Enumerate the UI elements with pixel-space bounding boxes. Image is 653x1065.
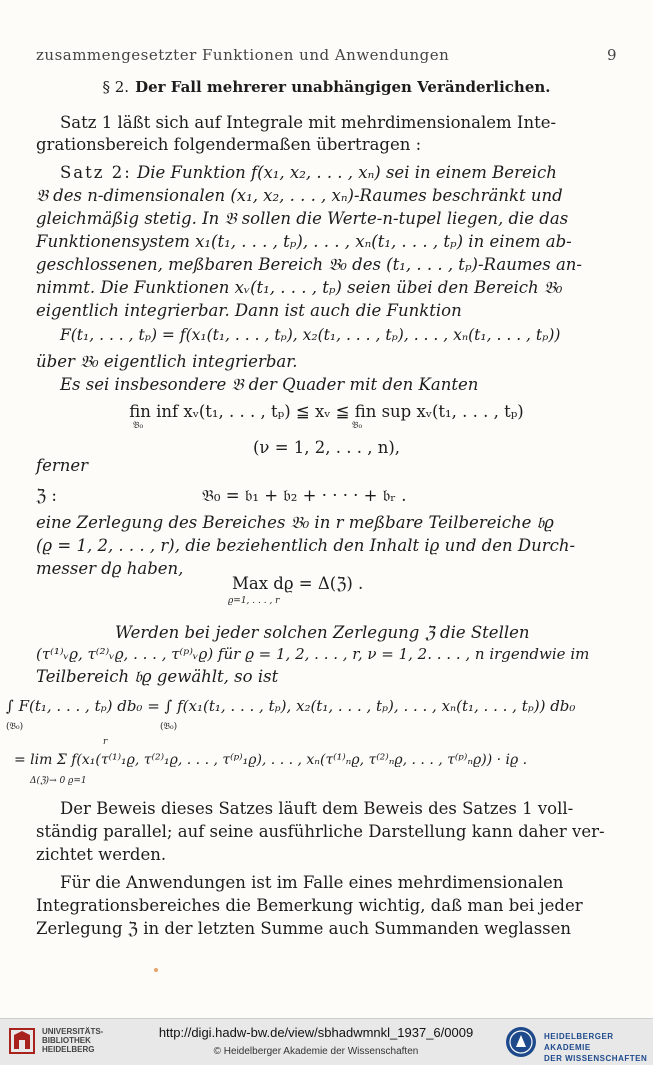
max-formula: Max dϱ = Δ(ℨ) . (232, 574, 364, 593)
theorem-label: Satz 2: (60, 163, 132, 182)
page-number: 9 (606, 46, 617, 64)
running-title: zusammengesetzter Funktionen und Anwendungen (36, 46, 450, 64)
formula-composite-function: F(t₁, . . . , tₚ) = f(x₁(t₁, . . . , tₚ), x₂(t₁, . . . , tₚ), . . . , xₙ(t₁, . . . , tₚ)) (60, 326, 561, 344)
bounds-index: (ν = 1, 2, . . . , n), (252, 438, 401, 457)
limit-equation: = lim Σ f(x₁(τ⁽¹⁾₁ϱ, τ⁽²⁾₁ϱ, . . . , τ⁽ᵖ⁾₁ϱ), . . . , xₙ(τ⁽¹⁾ₙϱ, τ⁽²⁾ₙϱ, . . . , τ⁽ᵖ⁾ₙϱ)) · iϱ . (14, 752, 528, 768)
sum-upper-limit: r (103, 737, 108, 747)
library-line-2: BIBLIOTHEK (42, 1036, 91, 1045)
intro-line-2: grationsbereich folgendermaßen übertragen : (36, 135, 422, 154)
beweis-line-3: zichtet werden. (36, 845, 167, 864)
theorem-line-4: Funktionensystem x₁(t₁, . . . , tₚ), . . . , xₙ(t₁, . . . , tₚ) in einem ab- (36, 232, 572, 251)
werden-line-2: (τ⁽¹⁾ᵥϱ, τ⁽²⁾ᵥϱ, . . . , τ⁽ᵖ⁾ᵥϱ) für ϱ = 1, 2, . . . , r, ν = 1, 2. . . . , n irgendwie im (36, 645, 590, 663)
viewer-footer (0, 1018, 653, 1065)
zerlegung-formula: 𝔅₀ = 𝔟₁ + 𝔟₂ + · · · · + 𝔟ᵣ . (202, 486, 407, 505)
beweis-line-1: Der Beweis dieses Satzes läuft dem Beweis des Satzes 1 voll- (60, 799, 574, 818)
academy-line-2: DER WISSENSCHAFTEN (544, 1054, 648, 1063)
anwendung-line-2: Integrationsbereiches die Bemerkung wichtig, daß man bei jeder (36, 896, 583, 915)
limit-subscripts: Δ(ℨ)→ 0 ϱ=1 (30, 776, 87, 786)
intro-line-1: Satz 1 läßt sich auf Integrale mit mehrdimensionalem Inte- (60, 113, 557, 132)
zerlegung-text-1: eine Zerlegung des Bereiches 𝔅₀ in r meßbare Teilbereiche 𝔟ϱ (36, 513, 554, 532)
library-line-3: HEIDELBERG (42, 1045, 95, 1054)
paper-speck (154, 968, 158, 972)
bounds-formula: fin inf xᵥ(t₁, . . . , tₚ) ≦ xᵥ ≦ fin sup xᵥ(t₁, . . . , tₚ) (129, 402, 524, 421)
zerlegung-label: ℨ : (36, 486, 57, 505)
anwendung-line-3: Zerlegung ℨ in der letzten Summe auch Summanden weglassen (36, 919, 572, 938)
copyright-notice: © Heidelberger Akademie der Wissenschaften (213, 1046, 419, 1057)
es-sei-line: Es sei insbesondere 𝔅 der Quader mit den Kanten (60, 375, 479, 394)
zerlegung-text-3: messer dϱ haben, (36, 559, 184, 578)
academy-seal-icon (504, 1025, 538, 1059)
running-header (36, 46, 617, 68)
anwendung-line-1: Für die Anwendungen ist im Falle eines mehrdimensionalen (60, 873, 564, 892)
theorem-line-6: nimmt. Die Funktionen xᵥ(t₁, . . . , tₚ) seien übei den Bereich 𝔅₀ (36, 278, 563, 297)
zerlegung-text-2: (ϱ = 1, 2, . . . , r), die beziehentlich den Inhalt iϱ und den Durch- (36, 536, 576, 555)
section-number: § 2. (102, 78, 130, 96)
werden-line-1: Werden bei jeder solchen Zerlegung ℨ die Stellen (115, 623, 530, 642)
max-formula-sub: ϱ=1, . . . , r (228, 596, 280, 606)
permalink-url[interactable]: http://digi.hadw-bw.de/view/sbhadwmnkl_1937_6/0009 (158, 1025, 474, 1040)
library-line-1: UNIVERSITÄTS- (42, 1027, 104, 1036)
academy-logo[interactable] (504, 1023, 653, 1061)
ferner-label: ferner (36, 456, 89, 475)
theorem-line-1-text: Die Funktion f(x₁, x₂, . . . , xₙ) sei in einem Bereich (137, 163, 557, 182)
beweis-line-2: ständig parallel; auf seine ausführliche Darstellung kann daher ver- (36, 822, 605, 841)
theorem-line-7: eigentlich integrierbar. Dann ist auch die Funktion (36, 301, 462, 320)
theorem-line-3: gleichmäßig stetig. In 𝔅 sollen die Werte-n-tupel liegen, die das (36, 209, 569, 228)
theorem-line-5: geschlossenen, meßbaren Bereich 𝔅₀ des (t₁, . . . , tₚ)-Raumes an- (36, 255, 582, 274)
section-title: Der Fall mehrerer unabhängigen Veränderlichen. (135, 78, 551, 96)
library-crest-icon (8, 1027, 36, 1055)
bounds-sub-right: 𝔅₀ (352, 421, 363, 431)
werden-line-3: Teilbereich 𝔟ϱ gewählt, so ist (36, 667, 279, 686)
integral-equation: ∫ F(t₁, . . . , tₚ) db₀ = ∫ f(x₁(t₁, . . . , tₚ), x₂(t₁, . . . , tₚ), . . . , xₙ(t₁, . . . , tₚ)) db₀ (6, 697, 576, 715)
theorem-line-2: 𝔅 des n-dimensionalen (x₁, x₂, . . . , xₙ)-Raumes beschränkt und (36, 186, 563, 205)
uber-line: über 𝔅₀ eigentlich integrierbar. (36, 352, 298, 371)
academy-line-1: HEIDELBERGER AKADEMIE (544, 1032, 614, 1052)
bounds-sub-left: 𝔅₀ (133, 421, 144, 431)
section-heading (0, 78, 653, 96)
integral-sub-right: (𝔅₀) (160, 722, 178, 732)
theorem-line-1 (60, 163, 557, 182)
integral-sub-left: (𝔅₀) (6, 722, 24, 732)
